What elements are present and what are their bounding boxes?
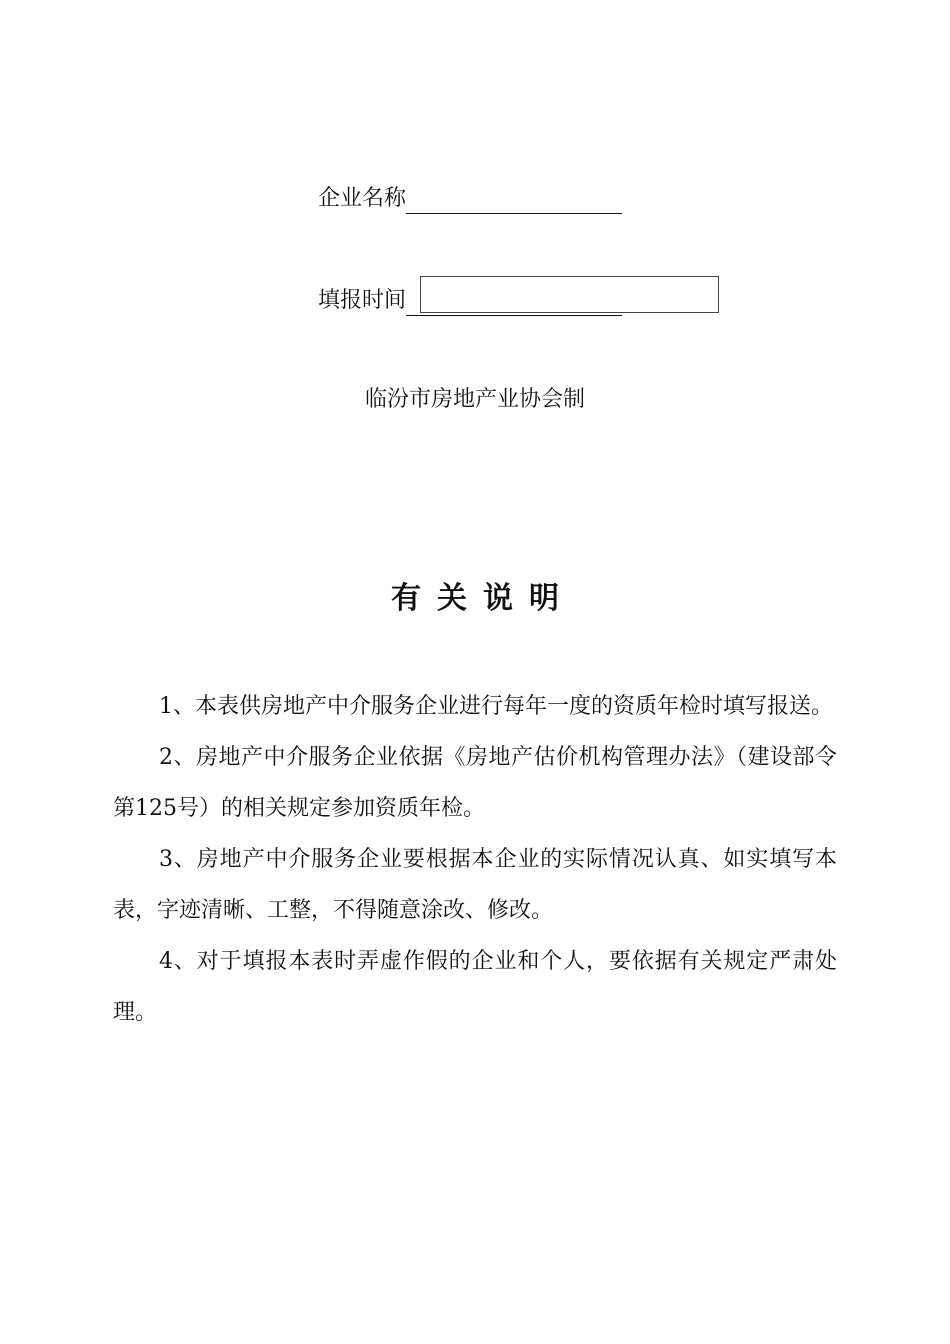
instruction-item-1: 1、本表供房地产中介服务企业进行每年一度的资质年检时填写报送。 <box>159 694 833 719</box>
fill-date-label: 填报时间 <box>318 288 407 313</box>
instructions-title: 有关说明 <box>391 581 575 616</box>
company-name-label: 企业名称 <box>318 186 407 211</box>
company-name-field[interactable] <box>406 189 622 214</box>
company-name-row <box>318 184 622 214</box>
fill-date-row <box>318 286 622 316</box>
issuer-text: 临汾市房地产业协会制 <box>364 387 585 412</box>
fill-date-field[interactable] <box>406 291 622 316</box>
instruction-item-3: 3、房地产中介服务企业要根据本企业的实际情况认真、如实填写本表，字迹清晰、工整，不得随意涂改、修改。 <box>113 847 837 923</box>
instructions-list <box>113 681 837 1038</box>
instruction-item-4: 4、对于填报本表时弄虚作假的企业和个人，要依据有关规定严肃处理。 <box>113 949 837 1025</box>
instruction-item-2: 2、房地产中介服务企业依据《房地产估价机构管理办法》（建设部令第125号）的相关规定参加资质年检。 <box>113 745 837 821</box>
